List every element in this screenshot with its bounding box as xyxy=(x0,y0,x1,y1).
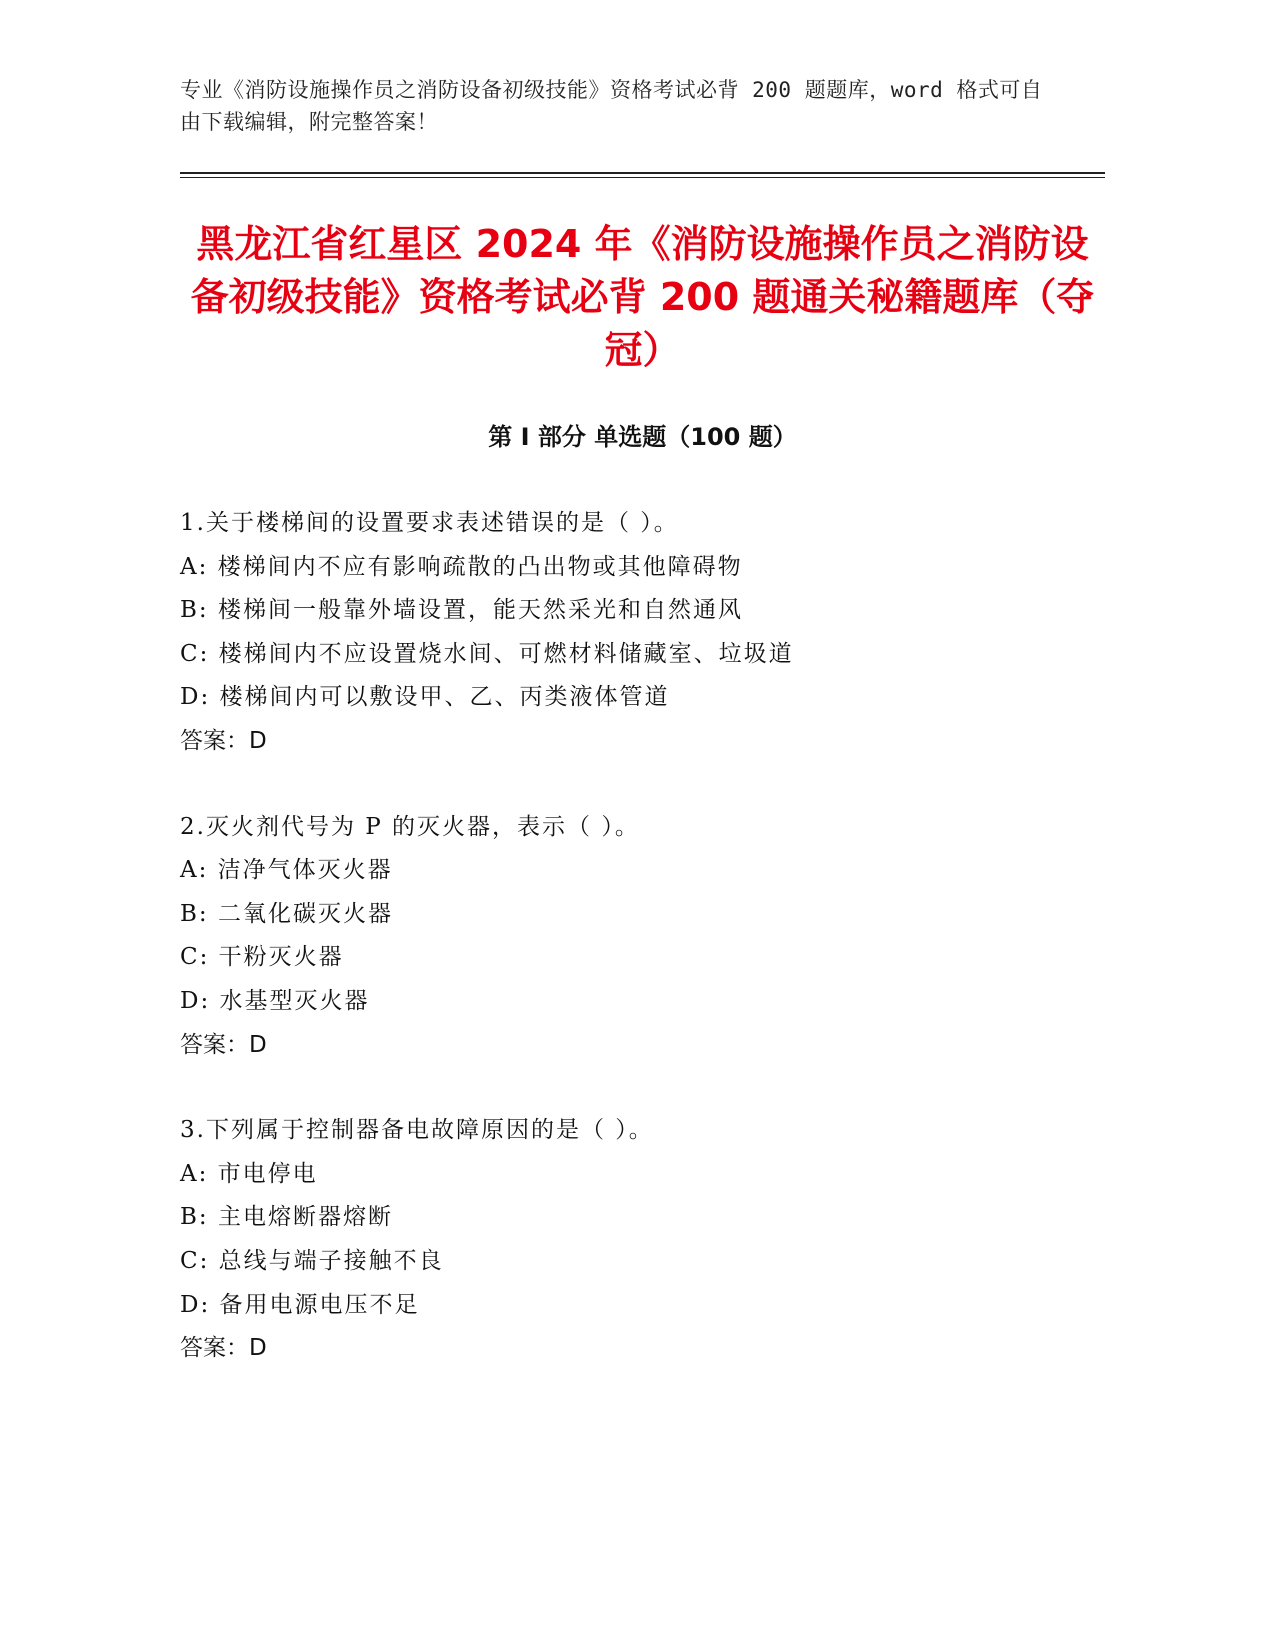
question-2 xyxy=(180,806,1105,1068)
header-note: 专业《消防设施操作员之消防设备初级技能》资格考试必背 200 题题库，word 格式可自由下载编辑，附完整答案！ xyxy=(180,78,1043,134)
question-list xyxy=(180,502,1105,1413)
option-b: B: 楼梯间一般靠外墙设置，能天然采光和自然通风 xyxy=(180,597,743,624)
option-b: B: 二氧化碳灭火器 xyxy=(180,900,393,927)
option-d: D: 水基型灭火器 xyxy=(180,987,370,1014)
section-heading: 第 I 部分 单选题（100 题） xyxy=(488,423,797,451)
option-a: A: 市电停电 xyxy=(180,1160,318,1187)
option-d: D: 备用电源电压不足 xyxy=(180,1291,420,1318)
option-a: A: 洁净气体灭火器 xyxy=(180,857,393,884)
option-a: A: 楼梯间内不应有影响疏散的凸出物或其他障碍物 xyxy=(180,553,743,580)
question-stem: 3.下列属于控制器备电故障原因的是（ ）。 xyxy=(180,1117,654,1144)
question-stem: 1.关于楼梯间的设置要求表述错误的是（ ）。 xyxy=(180,510,679,536)
answer-label: 答案：D xyxy=(180,727,267,754)
option-c: C: 总线与端子接触不良 xyxy=(180,1247,444,1274)
question-1 xyxy=(180,502,1105,764)
question-3 xyxy=(180,1109,1105,1371)
answer-label: 答案：D xyxy=(180,1335,267,1362)
option-c: C: 楼梯间内不应设置烧水间、可燃材料储藏室、垃圾道 xyxy=(180,640,794,667)
answer-label: 答案：D xyxy=(180,1031,267,1058)
document-title: 黑龙江省红星区 2024 年《消防设施操作员之消防设备初级技能》资格考试必背 200 题通关秘籍题库（夺冠） xyxy=(190,222,1095,372)
option-b: B: 主电熔断器熔断 xyxy=(180,1204,393,1231)
header-divider-thick xyxy=(180,172,1105,174)
option-c: C: 干粉灭火器 xyxy=(180,944,344,971)
question-stem: 2.灭火剂代号为 P 的灭火器，表示（ ）。 xyxy=(180,813,640,840)
option-d: D: 楼梯间内可以敷设甲、乙、丙类液体管道 xyxy=(180,684,670,711)
header-divider-thin xyxy=(180,177,1105,178)
